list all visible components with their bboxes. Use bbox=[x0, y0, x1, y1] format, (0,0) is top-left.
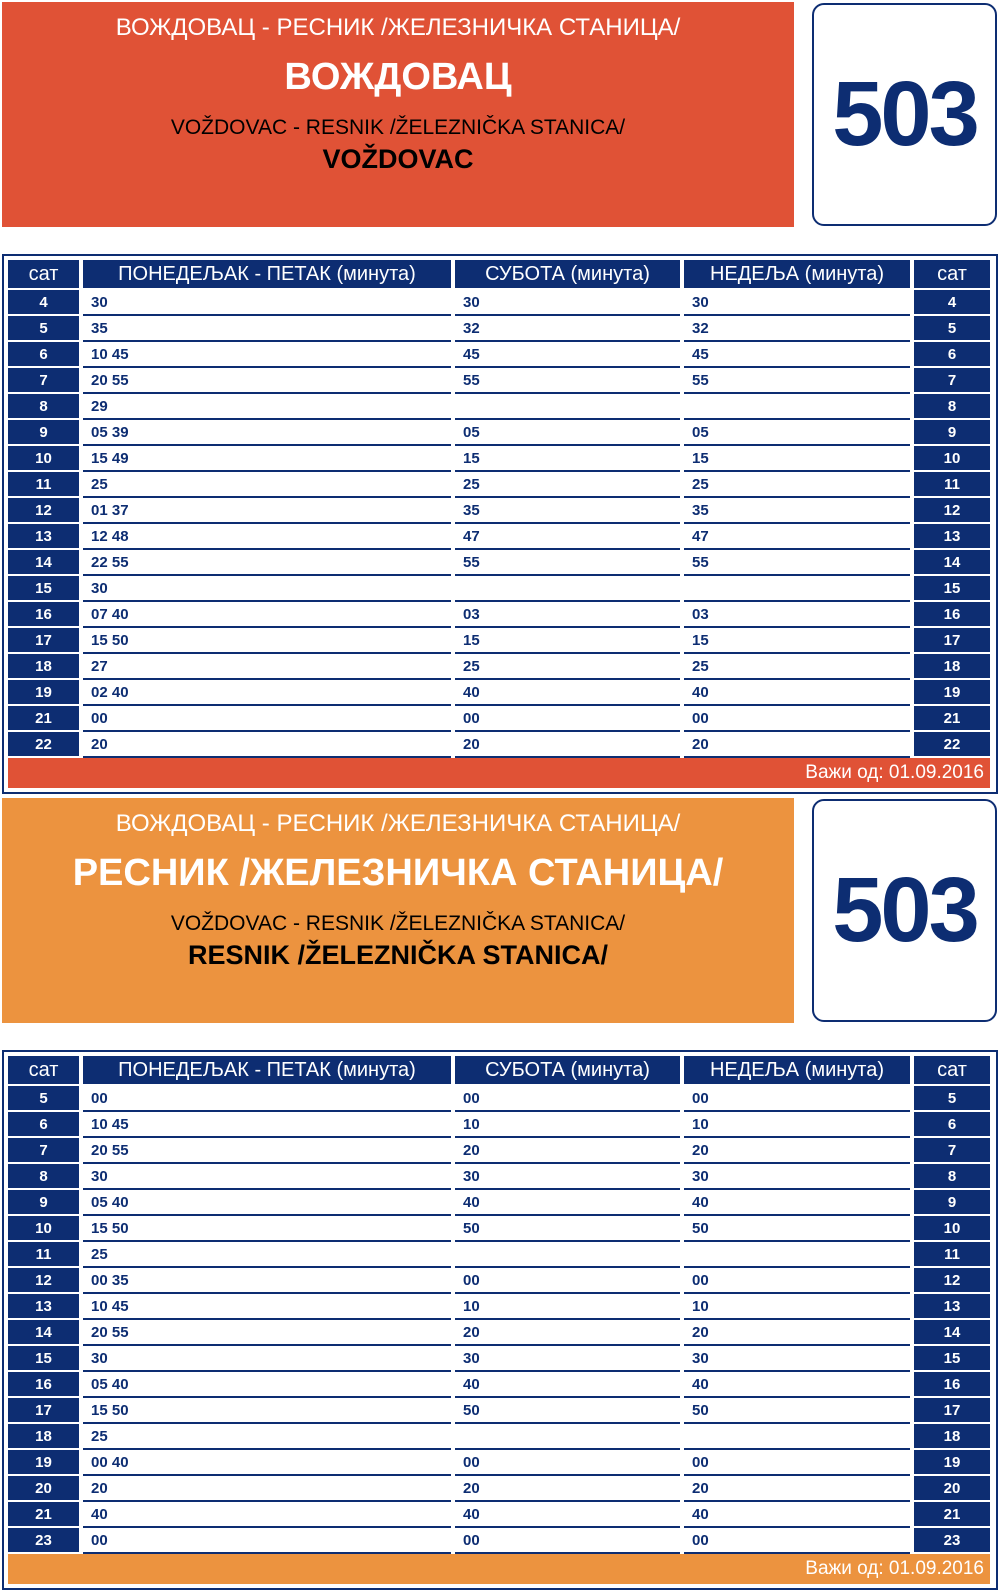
table-row bbox=[8, 1372, 990, 1398]
table-row bbox=[8, 1164, 990, 1190]
hour-cell-left: 12 bbox=[8, 498, 79, 524]
hour-cell-right: 17 bbox=[914, 628, 990, 654]
hour-cell-left: 5 bbox=[8, 316, 79, 342]
sunday-minutes: 25 bbox=[684, 654, 910, 680]
line-number: 503 bbox=[832, 63, 977, 165]
sunday-minutes: 00 bbox=[684, 1268, 910, 1294]
hour-cell-left: 11 bbox=[8, 1242, 79, 1268]
destination-cyrillic: РЕСНИК /ЖЕЛЕЗНИЧКА СТАНИЦА/ bbox=[72, 852, 724, 894]
hour-cell-left: 14 bbox=[8, 1320, 79, 1346]
weekday-minutes: 40 bbox=[83, 1502, 451, 1528]
sunday-minutes: 20 bbox=[684, 1476, 910, 1502]
table-row bbox=[8, 368, 990, 394]
sunday-minutes: 30 bbox=[684, 290, 910, 316]
valid-from: Важи од: 01.09.2016 bbox=[8, 758, 990, 788]
hour-cell-left: 18 bbox=[8, 654, 79, 680]
hour-cell-right: 18 bbox=[914, 1424, 990, 1450]
weekday-minutes: 10 45 bbox=[83, 342, 451, 368]
header-sunday: НЕДЕЉА (минута) bbox=[684, 260, 910, 288]
table-row bbox=[8, 1528, 990, 1554]
saturday-minutes: 40 bbox=[455, 1502, 680, 1528]
hour-cell-right: 21 bbox=[914, 706, 990, 732]
sunday-minutes: 00 bbox=[684, 1528, 910, 1554]
weekday-minutes: 22 55 bbox=[83, 550, 451, 576]
hour-cell-left: 23 bbox=[8, 1528, 79, 1554]
header-weekday: ПОНЕДЕЉАК - ПЕТАК (минута) bbox=[83, 260, 451, 288]
hour-cell-right: 12 bbox=[914, 1268, 990, 1294]
weekday-minutes: 15 50 bbox=[83, 1216, 451, 1242]
valid-from: Важи од: 01.09.2016 bbox=[8, 1554, 990, 1584]
weekday-minutes: 20 bbox=[83, 732, 451, 758]
table-row bbox=[8, 576, 990, 602]
saturday-minutes: 40 bbox=[455, 680, 680, 706]
sunday-minutes: 50 bbox=[684, 1398, 910, 1424]
sunday-minutes: 35 bbox=[684, 498, 910, 524]
saturday-minutes: 20 bbox=[455, 1138, 680, 1164]
saturday-minutes: 05 bbox=[455, 420, 680, 446]
hour-cell-left: 11 bbox=[8, 472, 79, 498]
table-row bbox=[8, 706, 990, 732]
weekday-minutes: 15 50 bbox=[83, 1398, 451, 1424]
weekday-minutes: 25 bbox=[83, 472, 451, 498]
hour-cell-right: 9 bbox=[914, 420, 990, 446]
table-row bbox=[8, 1138, 990, 1164]
hour-cell-left: 9 bbox=[8, 420, 79, 446]
hour-cell-left: 20 bbox=[8, 1476, 79, 1502]
sunday-minutes: 55 bbox=[684, 368, 910, 394]
hour-cell-left: 6 bbox=[8, 342, 79, 368]
sunday-minutes: 20 bbox=[684, 1138, 910, 1164]
sunday-minutes: 40 bbox=[684, 1502, 910, 1528]
sunday-minutes: 32 bbox=[684, 316, 910, 342]
hour-cell-right: 22 bbox=[914, 732, 990, 758]
weekday-minutes: 20 55 bbox=[83, 1320, 451, 1346]
hour-cell-right: 19 bbox=[914, 680, 990, 706]
saturday-minutes: 47 bbox=[455, 524, 680, 550]
hour-cell-right: 12 bbox=[914, 498, 990, 524]
table-row bbox=[8, 1424, 990, 1450]
hour-cell-right: 16 bbox=[914, 602, 990, 628]
sunday-minutes: 15 bbox=[684, 628, 910, 654]
table-row bbox=[8, 1476, 990, 1502]
hour-cell-right: 8 bbox=[914, 394, 990, 420]
saturday-minutes: 00 bbox=[455, 1268, 680, 1294]
table-row bbox=[8, 316, 990, 342]
sunday-minutes: 15 bbox=[684, 446, 910, 472]
hour-cell-left: 10 bbox=[8, 446, 79, 472]
sunday-minutes bbox=[684, 1424, 910, 1450]
sunday-minutes: 47 bbox=[684, 524, 910, 550]
table-row bbox=[8, 472, 990, 498]
saturday-minutes: 00 bbox=[455, 1528, 680, 1554]
timetable-rows bbox=[8, 290, 990, 758]
hour-cell-left: 13 bbox=[8, 524, 79, 550]
timetable-table bbox=[2, 254, 998, 794]
sunday-minutes: 40 bbox=[684, 1372, 910, 1398]
weekday-minutes: 00 bbox=[83, 1528, 451, 1554]
route-name-cyrillic: ВОЖДОВАЦ - РЕСНИК /ЖЕЛЕЗНИЧКА СТАНИЦА/ bbox=[115, 14, 681, 41]
weekday-minutes: 27 bbox=[83, 654, 451, 680]
hour-cell-right: 8 bbox=[914, 1164, 990, 1190]
hour-cell-left: 14 bbox=[8, 550, 79, 576]
table-row bbox=[8, 654, 990, 680]
weekday-minutes: 07 40 bbox=[83, 602, 451, 628]
sunday-minutes: 50 bbox=[684, 1216, 910, 1242]
table-row bbox=[8, 602, 990, 628]
sunday-minutes: 00 bbox=[684, 1450, 910, 1476]
weekday-minutes: 20 55 bbox=[83, 1138, 451, 1164]
weekday-minutes: 02 40 bbox=[83, 680, 451, 706]
table-row bbox=[8, 1502, 990, 1528]
hour-cell-left: 4 bbox=[8, 290, 79, 316]
saturday-minutes: 40 bbox=[455, 1372, 680, 1398]
header-saturday: СУБОТА (минута) bbox=[455, 260, 680, 288]
weekday-minutes: 00 bbox=[83, 706, 451, 732]
route-name-latin: VOŽDOVAC - RESNIK /ŽELEZNIČKA STANICA/ bbox=[170, 912, 626, 935]
weekday-minutes: 05 40 bbox=[83, 1372, 451, 1398]
saturday-minutes: 00 bbox=[455, 1086, 680, 1112]
hour-cell-left: 9 bbox=[8, 1190, 79, 1216]
sunday-minutes: 40 bbox=[684, 680, 910, 706]
header-weekday: ПОНЕДЕЉАК - ПЕТАК (минута) bbox=[83, 1056, 451, 1084]
sunday-minutes bbox=[684, 576, 910, 602]
table-row bbox=[8, 1268, 990, 1294]
sunday-minutes: 10 bbox=[684, 1112, 910, 1138]
sunday-minutes: 00 bbox=[684, 1086, 910, 1112]
hour-cell-left: 5 bbox=[8, 1086, 79, 1112]
hour-cell-right: 9 bbox=[914, 1190, 990, 1216]
saturday-minutes: 03 bbox=[455, 602, 680, 628]
hour-cell-right: 14 bbox=[914, 550, 990, 576]
saturday-minutes: 20 bbox=[455, 732, 680, 758]
header-hour-left: сат bbox=[8, 260, 79, 288]
hour-cell-left: 21 bbox=[8, 706, 79, 732]
table-row bbox=[8, 628, 990, 654]
table-row bbox=[8, 1294, 990, 1320]
hour-cell-left: 15 bbox=[8, 576, 79, 602]
hour-cell-right: 6 bbox=[914, 342, 990, 368]
hour-cell-left: 17 bbox=[8, 1398, 79, 1424]
table-row bbox=[8, 1242, 990, 1268]
hour-cell-left: 18 bbox=[8, 1424, 79, 1450]
line-number-box bbox=[812, 3, 997, 226]
weekday-minutes: 35 bbox=[83, 316, 451, 342]
hour-cell-right: 13 bbox=[914, 524, 990, 550]
table-row bbox=[8, 1190, 990, 1216]
saturday-minutes bbox=[455, 576, 680, 602]
hour-cell-right: 18 bbox=[914, 654, 990, 680]
table-row bbox=[8, 498, 990, 524]
table-row bbox=[8, 1112, 990, 1138]
table-row bbox=[8, 1320, 990, 1346]
hour-cell-right: 13 bbox=[914, 1294, 990, 1320]
saturday-minutes: 50 bbox=[455, 1398, 680, 1424]
table-row bbox=[8, 680, 990, 706]
weekday-minutes: 30 bbox=[83, 1346, 451, 1372]
saturday-minutes: 45 bbox=[455, 342, 680, 368]
table-row bbox=[8, 1086, 990, 1112]
header-saturday: СУБОТА (минута) bbox=[455, 1056, 680, 1084]
saturday-minutes: 20 bbox=[455, 1320, 680, 1346]
saturday-minutes bbox=[455, 394, 680, 420]
hour-cell-left: 16 bbox=[8, 1372, 79, 1398]
hour-cell-right: 19 bbox=[914, 1450, 990, 1476]
hour-cell-right: 7 bbox=[914, 368, 990, 394]
saturday-minutes: 30 bbox=[455, 290, 680, 316]
route-name-latin: VOŽDOVAC - RESNIK /ŽELEZNIČKA STANICA/ bbox=[170, 116, 626, 139]
sunday-minutes: 05 bbox=[684, 420, 910, 446]
table-row bbox=[8, 394, 990, 420]
weekday-minutes: 05 39 bbox=[83, 420, 451, 446]
sunday-minutes: 10 bbox=[684, 1294, 910, 1320]
hour-cell-right: 15 bbox=[914, 576, 990, 602]
table-row bbox=[8, 1346, 990, 1372]
sunday-minutes: 40 bbox=[684, 1190, 910, 1216]
hour-cell-right: 17 bbox=[914, 1398, 990, 1424]
header-sunday: НЕДЕЉА (минута) bbox=[684, 1056, 910, 1084]
saturday-minutes: 00 bbox=[455, 706, 680, 732]
saturday-minutes: 50 bbox=[455, 1216, 680, 1242]
saturday-minutes: 32 bbox=[455, 316, 680, 342]
weekday-minutes: 30 bbox=[83, 290, 451, 316]
hour-cell-right: 7 bbox=[914, 1138, 990, 1164]
hour-cell-left: 8 bbox=[8, 1164, 79, 1190]
hour-cell-left: 21 bbox=[8, 1502, 79, 1528]
saturday-minutes: 20 bbox=[455, 1476, 680, 1502]
weekday-minutes: 15 50 bbox=[83, 628, 451, 654]
timetable-section-resnik bbox=[0, 796, 1000, 1592]
table-row bbox=[8, 342, 990, 368]
hour-cell-left: 17 bbox=[8, 628, 79, 654]
table-row bbox=[8, 524, 990, 550]
destination-cyrillic: ВОЖДОВАЦ bbox=[284, 56, 512, 98]
weekday-minutes: 25 bbox=[83, 1242, 451, 1268]
sunday-minutes bbox=[684, 394, 910, 420]
direction-banner bbox=[2, 2, 794, 227]
hour-cell-right: 23 bbox=[914, 1528, 990, 1554]
saturday-minutes: 25 bbox=[455, 472, 680, 498]
sunday-minutes bbox=[684, 1242, 910, 1268]
weekday-minutes: 29 bbox=[83, 394, 451, 420]
table-row bbox=[8, 1450, 990, 1476]
saturday-minutes bbox=[455, 1424, 680, 1450]
saturday-minutes: 55 bbox=[455, 368, 680, 394]
hour-cell-left: 19 bbox=[8, 1450, 79, 1476]
header-hour-right: сат bbox=[914, 1056, 990, 1084]
saturday-minutes: 25 bbox=[455, 654, 680, 680]
table-row bbox=[8, 1398, 990, 1424]
route-name-cyrillic: ВОЖДОВАЦ - РЕСНИК /ЖЕЛЕЗНИЧКА СТАНИЦА/ bbox=[115, 810, 681, 837]
sunday-minutes: 30 bbox=[684, 1164, 910, 1190]
sunday-minutes: 20 bbox=[684, 732, 910, 758]
hour-cell-left: 7 bbox=[8, 1138, 79, 1164]
hour-cell-right: 6 bbox=[914, 1112, 990, 1138]
hour-cell-right: 5 bbox=[914, 316, 990, 342]
saturday-minutes: 40 bbox=[455, 1190, 680, 1216]
weekday-minutes: 00 35 bbox=[83, 1268, 451, 1294]
sunday-minutes: 00 bbox=[684, 706, 910, 732]
saturday-minutes: 15 bbox=[455, 446, 680, 472]
weekday-minutes: 30 bbox=[83, 1164, 451, 1190]
hour-cell-right: 10 bbox=[914, 1216, 990, 1242]
destination-latin: VOŽDOVAC bbox=[322, 144, 474, 174]
sunday-minutes: 20 bbox=[684, 1320, 910, 1346]
weekday-minutes: 10 45 bbox=[83, 1294, 451, 1320]
hour-cell-right: 16 bbox=[914, 1372, 990, 1398]
saturday-minutes: 10 bbox=[455, 1112, 680, 1138]
hour-cell-right: 14 bbox=[914, 1320, 990, 1346]
saturday-minutes: 10 bbox=[455, 1294, 680, 1320]
destination-latin: RESNIK /ŽELEZNIČKA STANICA/ bbox=[187, 940, 608, 970]
table-row bbox=[8, 550, 990, 576]
weekday-minutes: 25 bbox=[83, 1424, 451, 1450]
hour-cell-left: 6 bbox=[8, 1112, 79, 1138]
weekday-minutes: 00 bbox=[83, 1086, 451, 1112]
table-row bbox=[8, 732, 990, 758]
hour-cell-left: 13 bbox=[8, 1294, 79, 1320]
hour-cell-left: 15 bbox=[8, 1346, 79, 1372]
weekday-minutes: 05 40 bbox=[83, 1190, 451, 1216]
weekday-minutes: 15 49 bbox=[83, 446, 451, 472]
weekday-minutes: 00 40 bbox=[83, 1450, 451, 1476]
saturday-minutes: 30 bbox=[455, 1346, 680, 1372]
hour-cell-left: 16 bbox=[8, 602, 79, 628]
saturday-minutes bbox=[455, 1242, 680, 1268]
table-row bbox=[8, 290, 990, 316]
hour-cell-right: 11 bbox=[914, 472, 990, 498]
hour-cell-left: 10 bbox=[8, 1216, 79, 1242]
hour-cell-right: 5 bbox=[914, 1086, 990, 1112]
weekday-minutes: 10 45 bbox=[83, 1112, 451, 1138]
saturday-minutes: 00 bbox=[455, 1450, 680, 1476]
weekday-minutes: 12 48 bbox=[83, 524, 451, 550]
timetable-rows bbox=[8, 1086, 990, 1554]
hour-cell-left: 8 bbox=[8, 394, 79, 420]
hour-cell-right: 4 bbox=[914, 290, 990, 316]
hour-cell-left: 12 bbox=[8, 1268, 79, 1294]
hour-cell-left: 22 bbox=[8, 732, 79, 758]
table-row bbox=[8, 1216, 990, 1242]
line-number: 503 bbox=[832, 859, 977, 961]
header-hour-right: сат bbox=[914, 260, 990, 288]
sunday-minutes: 03 bbox=[684, 602, 910, 628]
direction-banner bbox=[2, 798, 794, 1023]
weekday-minutes: 20 55 bbox=[83, 368, 451, 394]
hour-cell-right: 21 bbox=[914, 1502, 990, 1528]
hour-cell-right: 15 bbox=[914, 1346, 990, 1372]
hour-cell-left: 7 bbox=[8, 368, 79, 394]
sunday-minutes: 25 bbox=[684, 472, 910, 498]
table-row bbox=[8, 446, 990, 472]
sunday-minutes: 45 bbox=[684, 342, 910, 368]
timetable-table bbox=[2, 1050, 998, 1590]
table-row bbox=[8, 420, 990, 446]
hour-cell-right: 10 bbox=[914, 446, 990, 472]
hour-cell-right: 11 bbox=[914, 1242, 990, 1268]
hour-cell-right: 20 bbox=[914, 1476, 990, 1502]
saturday-minutes: 55 bbox=[455, 550, 680, 576]
weekday-minutes: 01 37 bbox=[83, 498, 451, 524]
weekday-minutes: 30 bbox=[83, 576, 451, 602]
weekday-minutes: 20 bbox=[83, 1476, 451, 1502]
sunday-minutes: 30 bbox=[684, 1346, 910, 1372]
header-hour-left: сат bbox=[8, 1056, 79, 1084]
sunday-minutes: 55 bbox=[684, 550, 910, 576]
line-number-box bbox=[812, 799, 997, 1022]
saturday-minutes: 30 bbox=[455, 1164, 680, 1190]
hour-cell-left: 19 bbox=[8, 680, 79, 706]
saturday-minutes: 35 bbox=[455, 498, 680, 524]
saturday-minutes: 15 bbox=[455, 628, 680, 654]
